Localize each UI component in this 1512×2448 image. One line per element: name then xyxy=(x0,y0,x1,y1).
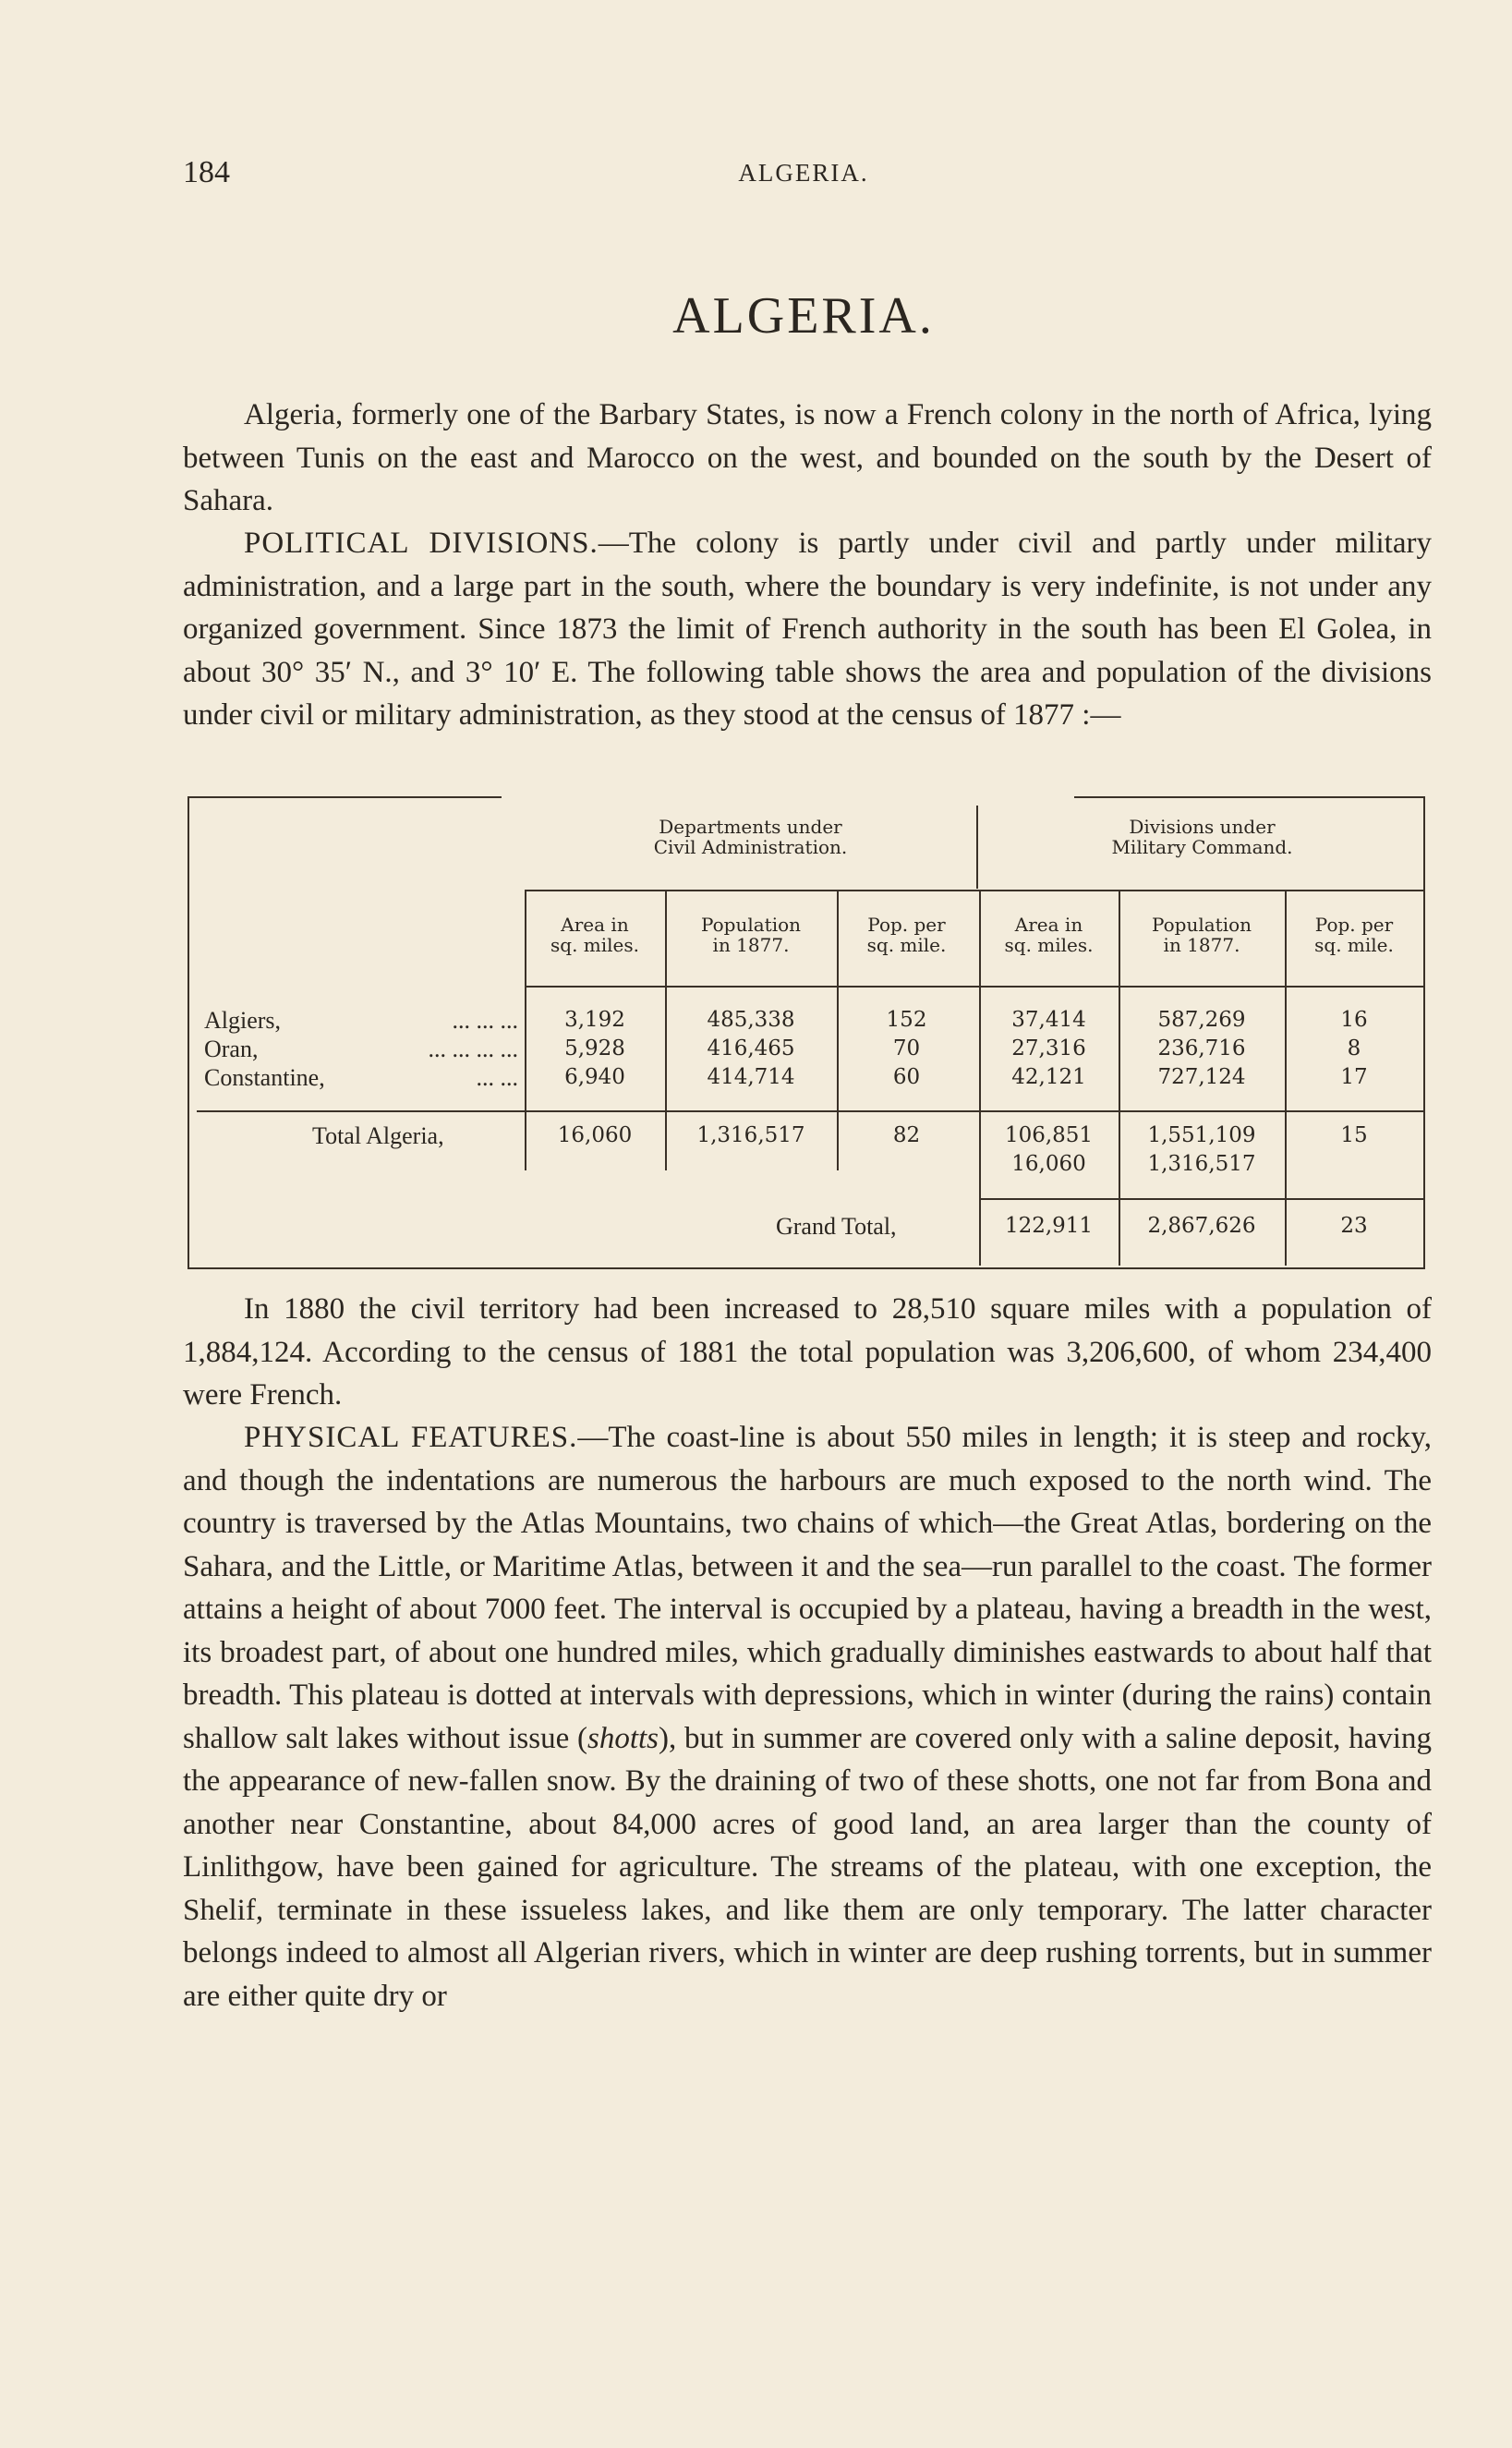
civil-population-column: 485,338 416,465 414,714 xyxy=(707,1008,795,1089)
table-row-algiers: Algiers, ... ... ... xyxy=(204,1007,518,1034)
table-row-oran: Oran, ... ... ... ... xyxy=(204,1036,518,1062)
total-civil-area: 16,060 xyxy=(557,1123,633,1147)
military-area-column: 37,414 27,316 42,121 xyxy=(1011,1008,1086,1089)
intro-text: Algeria, formerly one of the Barbary States, is now a French colony in the north of Africa, lying between Tunis on the east and Marocco on the west, and bounded on the south by the Desert of Sahara. xyxy=(183,398,1432,517)
grand-total-area: 122,911 xyxy=(1004,1214,1094,1238)
political-divisions-paragraph xyxy=(183,522,1432,737)
civil-group-header: Departments under Civil Administration. xyxy=(653,816,848,858)
military-density-column: 16 8 17 xyxy=(1340,1008,1368,1089)
shotts-term: shotts xyxy=(587,1721,659,1755)
civil-territory-text: In 1880 the civil territory had been increased to 28,510 square miles with a population of 1,884,124. According to the census of 1881 the total population was 3,206,600, of whom 234,400 were French. xyxy=(183,1292,1432,1412)
section-heading-physical: PHYSICAL FEATURES. xyxy=(244,1421,578,1454)
civil-density-column: 152 70 60 xyxy=(886,1008,927,1089)
total-military-area: 106,851 16,060 xyxy=(1004,1123,1094,1176)
intro-paragraph xyxy=(183,394,1432,523)
physical-features-paragraph: PHYSICAL FEATURES.—The coast-line is about 550 miles in length; it is steep and rocky, and though the indentations are numerous the harbours are much exposed to the north wind. The country is traversed by the Atlas Mountains, two chains of which—the Great Atlas, bordering on the Sahara, and the Little, or Maritime Atlas, between it and the sea—run parallel to the coast. The former attains a height of about 7000 feet. The interval is occupied by a plateau, having a breadth in the west, its broadest part, of about one hundred miles, which gradually diminishes eastwards to about half that breadth. This plateau is dotted at intervals with depressions, which in winter (during the rains) contain shallow salt lakes without issue (shotts), but in summer are covered only with a saline deposit, having the appearance of new-fallen snow. By the draining of two of these shotts, one not far from Bona and another near Constantine, about 84,000 acres of good land, an area larger than the county of Linlithgow, have been gained for agriculture. The streams of the plateau, with one exception, the Shelif, terminate in these issueless lakes, and like them are only temporary. The latter character belongs indeed to almost all Algerian rivers, which in winter are deep rushing torrents, but in summer are either quite dry or xyxy=(183,1421,1432,2013)
chapter-title: ALGERIA. xyxy=(672,287,935,345)
page-number: 184 xyxy=(183,155,230,189)
running-title: ALGERIA. xyxy=(738,159,869,187)
grand-total-density: 23 xyxy=(1340,1214,1368,1238)
civil-density-header: Pop. per sq. mile. xyxy=(866,914,947,956)
running-head xyxy=(183,155,1424,192)
total-military-density: 15 xyxy=(1340,1123,1368,1147)
civil-territory-paragraph xyxy=(183,1288,1432,1417)
military-area-header: Area in sq. miles. xyxy=(1004,914,1094,956)
civil-area-column: 3,192 5,928 6,940 xyxy=(564,1008,625,1089)
row-labels xyxy=(204,1006,518,1092)
military-density-header: Pop. per sq. mile. xyxy=(1314,914,1394,956)
political-text: —The colony is partly under civil and partly under military administration, and a large part in the south, where the boundary is very indefinite, is not under any organized government. Since 1873 the limit of French authority in the south has been El Golea, in about 30° 35′ N., and 3° 10′ E. The following table shows the area and population of the divisions under civil or military administration, as they stood at the census of 1877 :— xyxy=(183,527,1432,732)
civil-area-header: Area in sq. miles. xyxy=(550,914,639,956)
grand-total-population: 2,867,626 xyxy=(1147,1214,1256,1238)
total-military-population: 1,551,109 1,316,517 xyxy=(1147,1123,1256,1176)
military-population-column: 587,269 236,716 727,124 xyxy=(1157,1008,1246,1089)
total-algeria-label: Total Algeria, xyxy=(312,1122,444,1149)
grand-total-label: Grand Total, xyxy=(776,1213,897,1240)
section-heading-political: POLITICAL DIVISIONS. xyxy=(244,527,599,560)
civil-population-header: Population in 1877. xyxy=(700,914,802,956)
military-population-header: Population in 1877. xyxy=(1151,914,1252,956)
total-civil-density: 82 xyxy=(892,1123,921,1147)
total-civil-population: 1,316,517 xyxy=(696,1123,805,1147)
table-row-constantine: Constantine, ... ... xyxy=(204,1064,518,1091)
military-group-header: Divisions under Military Command. xyxy=(1111,816,1293,858)
census-table xyxy=(187,796,1425,1269)
